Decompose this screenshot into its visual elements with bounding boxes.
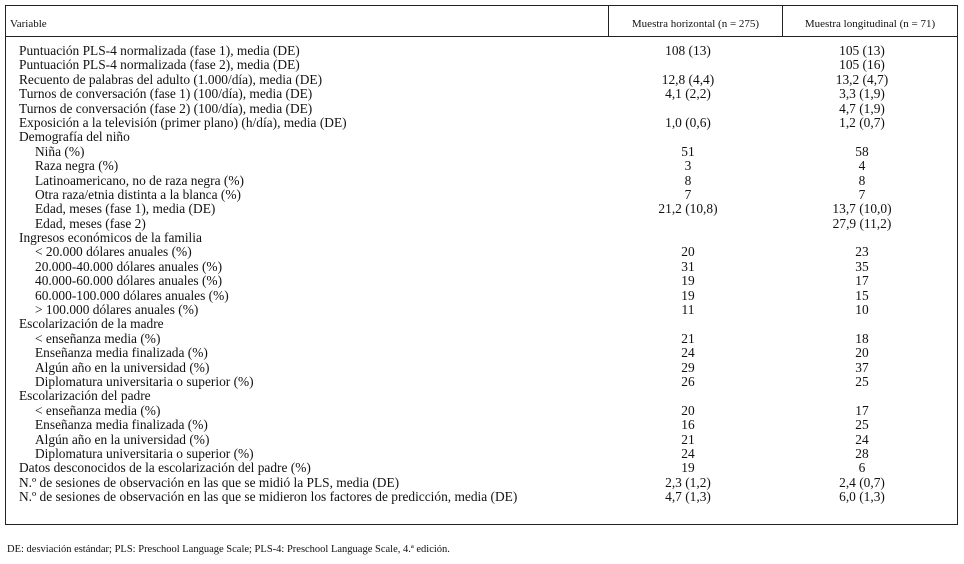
- cell-horizontal: 1,0 (0,6): [665, 114, 711, 130]
- table-row: [6, 274, 957, 288]
- row-label: Puntuación PLS-4 normalizada (fase 1), media (DE): [19, 43, 300, 58]
- header-horizontal-sample: Muestra horizontal (n = 275): [608, 6, 782, 36]
- table-row: [6, 447, 957, 461]
- cell-horizontal: 7: [684, 186, 692, 202]
- table-body: [6, 44, 957, 505]
- cell-longitudinal: 58: [855, 143, 869, 159]
- table-row: [6, 44, 957, 58]
- cell-longitudinal: 18: [855, 330, 869, 346]
- table-row: [6, 231, 957, 245]
- cell-horizontal: 19: [681, 273, 695, 289]
- row-label: Algún año en la universidad (%): [35, 431, 210, 447]
- cell-horizontal: 2,3 (1,2): [665, 474, 711, 490]
- cell-longitudinal: 6,0 (1,3): [839, 489, 885, 505]
- cell-longitudinal: 15: [855, 287, 869, 303]
- cell-longitudinal: 25: [855, 373, 869, 389]
- cell-longitudinal: 24: [855, 431, 869, 447]
- table-row: [6, 433, 957, 447]
- cell-longitudinal: 35: [855, 258, 869, 274]
- row-label: N.º de sesiones de observación en las que se midió la PLS, media (DE): [19, 474, 400, 490]
- table-row: [6, 303, 957, 317]
- table-row: [6, 260, 957, 274]
- cell-horizontal: 12,8 (4,4): [661, 71, 715, 87]
- cell-horizontal: 24: [681, 445, 695, 461]
- table-row: [6, 87, 957, 101]
- row-label: N.º de sesiones de observación en las que se midieron los factores de predicción, media (DE): [19, 489, 518, 505]
- row-label: Enseñanza media finalizada (%): [35, 345, 208, 361]
- cell-horizontal: 20: [681, 244, 695, 260]
- cell-horizontal: 21: [681, 431, 695, 447]
- row-label: Ingresos económicos de la familia: [19, 230, 202, 246]
- cell-longitudinal: 3,3 (1,9): [839, 86, 885, 102]
- table-row: [6, 217, 957, 231]
- cell-longitudinal: 105 (16): [839, 57, 885, 73]
- row-label: Puntuación PLS-4 normalizada (fase 2), media (DE): [19, 57, 300, 73]
- table-row: [6, 317, 957, 331]
- row-label: < enseñanza media (%): [35, 330, 161, 346]
- table-row: [6, 145, 957, 159]
- cell-horizontal: 19: [681, 287, 695, 303]
- cell-horizontal: 26: [681, 373, 695, 389]
- table-row: [6, 389, 957, 403]
- cell-horizontal: 24: [681, 345, 695, 361]
- table-row: [6, 116, 957, 130]
- row-label: Escolarización del padre: [19, 388, 151, 404]
- table-header: [6, 6, 957, 37]
- cell-longitudinal: 23: [855, 244, 869, 260]
- data-table: [5, 5, 958, 525]
- row-label: Datos desconocidos de la escolarización del padre (%): [19, 460, 311, 476]
- cell-longitudinal: 37: [855, 359, 869, 375]
- table-row: [6, 375, 957, 389]
- cell-longitudinal: 4: [858, 158, 866, 174]
- table-row: [6, 58, 957, 72]
- row-label: Latinoamericano, no de raza negra (%): [35, 172, 244, 188]
- row-label: Edad, meses (fase 2): [35, 215, 146, 231]
- cell-horizontal: 21,2 (10,8): [658, 201, 718, 217]
- row-label: Enseñanza media finalizada (%): [35, 417, 208, 433]
- cell-horizontal: 51: [681, 143, 695, 159]
- row-label: Algún año en la universidad (%): [35, 359, 210, 375]
- cell-horizontal: 20: [681, 402, 695, 418]
- cell-horizontal: 29: [681, 359, 695, 375]
- table-row: [6, 289, 957, 303]
- row-label: 40.000-60.000 dólares anuales (%): [35, 273, 223, 289]
- cell-horizontal: 3: [684, 158, 692, 174]
- table-row: [6, 202, 957, 216]
- table-row: [6, 188, 957, 202]
- cell-longitudinal: 8: [858, 172, 866, 188]
- cell-horizontal: 19: [681, 460, 695, 476]
- row-label: < 20.000 dólares anuales (%): [35, 244, 192, 260]
- row-label: 60.000-100.000 dólares anuales (%): [35, 287, 229, 303]
- cell-horizontal: 4,7 (1,3): [665, 489, 711, 505]
- row-label: > 100.000 dólares anuales (%): [35, 302, 199, 318]
- row-label: Diplomatura universitaria o superior (%): [35, 445, 254, 461]
- table-row: [6, 476, 957, 490]
- table-row: [6, 361, 957, 375]
- row-label: Diplomatura universitaria o superior (%): [35, 373, 254, 389]
- table-row: [6, 130, 957, 144]
- row-label: 20.000-40.000 dólares anuales (%): [35, 258, 223, 274]
- cell-longitudinal: 4,7 (1,9): [839, 100, 885, 116]
- row-label: Niña (%): [35, 143, 85, 159]
- row-label: Turnos de conversación (fase 2) (100/día), media (DE): [19, 100, 313, 116]
- cell-longitudinal: 7: [858, 186, 866, 202]
- cell-horizontal: 11: [681, 302, 695, 318]
- table-row: [6, 102, 957, 116]
- cell-longitudinal: 13,7 (10,0): [832, 201, 892, 217]
- row-label: Demografía del niño: [19, 129, 130, 145]
- row-label: < enseñanza media (%): [35, 402, 161, 418]
- table-row: [6, 73, 957, 87]
- table-row: [6, 174, 957, 188]
- row-label: Edad, meses (fase 1), media (DE): [35, 201, 216, 217]
- cell-longitudinal: 2,4 (0,7): [839, 474, 885, 490]
- table-row: [6, 346, 957, 360]
- cell-longitudinal: 28: [855, 445, 869, 461]
- cell-longitudinal: 17: [855, 402, 869, 418]
- table-row: [6, 490, 957, 504]
- cell-longitudinal: 25: [855, 417, 869, 433]
- cell-horizontal: 31: [681, 258, 695, 274]
- cell-horizontal: 108 (13): [665, 43, 711, 58]
- cell-longitudinal: 105 (13): [839, 43, 885, 58]
- table-row: [6, 159, 957, 173]
- table-row: [6, 418, 957, 432]
- cell-longitudinal: 10: [855, 302, 869, 318]
- table-row: [6, 461, 957, 475]
- table-row: [6, 404, 957, 418]
- cell-horizontal: 21: [681, 330, 695, 346]
- table-row: [6, 332, 957, 346]
- table-row: [6, 245, 957, 259]
- cell-longitudinal: 17: [855, 273, 869, 289]
- cell-longitudinal: 1,2 (0,7): [839, 114, 885, 130]
- cell-longitudinal: 20: [855, 345, 869, 361]
- cell-horizontal: 4,1 (2,2): [665, 86, 711, 102]
- cell-longitudinal: 27,9 (11,2): [832, 215, 892, 231]
- header-longitudinal-sample: Muestra longitudinal (n = 71): [782, 6, 957, 36]
- row-label: Recuento de palabras del adulto (1.000/día), media (DE): [19, 71, 323, 87]
- cell-horizontal: 16: [681, 417, 695, 433]
- row-label: Escolarización de la madre: [19, 316, 164, 332]
- row-label: Otra raza/etnia distinta a la blanca (%): [35, 186, 241, 202]
- row-label: Turnos de conversación (fase 1) (100/día), media (DE): [19, 86, 313, 102]
- row-label: Exposición a la televisión (primer plano) (h/día), media (DE): [19, 114, 347, 130]
- cell-longitudinal: 13,2 (4,7): [835, 71, 889, 87]
- header-variable: Variable: [10, 18, 47, 30]
- row-label: Raza negra (%): [35, 158, 119, 174]
- cell-horizontal: 8: [684, 172, 692, 188]
- cell-longitudinal: 6: [858, 460, 866, 476]
- table-footnote: DE: desviación estándar; PLS: Preschool Language Scale; PLS-4: Preschool Language Scale, 4.ª edición.: [7, 544, 450, 555]
